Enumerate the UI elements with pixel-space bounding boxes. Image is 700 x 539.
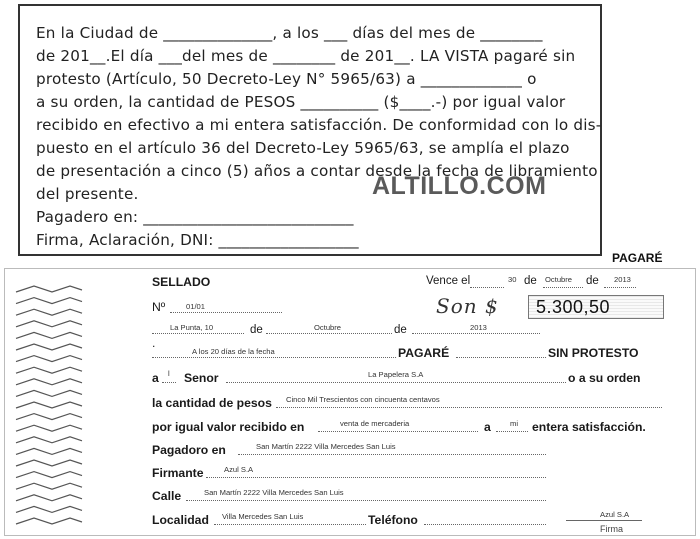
place-date-line (152, 333, 244, 334)
chevron-stripe (16, 379, 82, 385)
calle-value: San Martín 2222 Villa Mercedes San Luis (204, 488, 344, 497)
recibido-line (318, 431, 478, 432)
year2-line (412, 333, 540, 334)
localidad-value: Villa Mercedes San Luis (222, 512, 304, 521)
orden-label: o a su orden (568, 371, 641, 385)
chevron-stripe (16, 332, 82, 338)
a-value: l (168, 369, 170, 378)
firma-line (566, 520, 642, 521)
mi-line (496, 431, 528, 432)
place-date-value: La Punta, 10 (170, 323, 214, 332)
senor-label: Senor (184, 371, 219, 385)
vence-month-line (543, 287, 583, 288)
chevron-stripe (16, 518, 82, 524)
chevron-border-decoration (14, 282, 84, 530)
month2-line (266, 333, 392, 334)
mi-value: mi (510, 419, 519, 428)
chevron-stripe (16, 321, 82, 327)
firma-value: Azul S.A (600, 510, 630, 519)
chevron-stripe (16, 286, 82, 292)
watermark: ALTILLO.COM (372, 172, 547, 200)
pagadero-line (238, 454, 546, 455)
sin-protesto-word: SIN PROTESTO (548, 346, 639, 360)
chevron-stripe (16, 495, 82, 501)
chevron-stripe (16, 402, 82, 408)
de-label: de (586, 275, 599, 287)
numero-line (170, 312, 282, 313)
template-paragraph (36, 22, 602, 252)
template-line: Pagadero en: ___________________________ (36, 208, 354, 226)
localidad-label: Localidad (152, 513, 209, 527)
de-label: de (250, 324, 263, 336)
template-line: protesto (Artículo, 50 Decreto-Ley N° 5965/63) a _____________ o (36, 70, 537, 88)
chevron-stripe (16, 483, 82, 489)
template-line: puesto en el artículo 36 del Decreto-Ley 5965/63, se amplía el plazo (36, 139, 570, 157)
vence-day-value: 30 (508, 275, 517, 284)
year2-value: 2013 (470, 323, 487, 332)
chevron-stripe (16, 344, 82, 350)
pagare-line (456, 357, 546, 358)
recibido-value: venta de mercaderia (340, 419, 410, 428)
calle-line (186, 500, 546, 501)
firma-label: Firma (600, 524, 623, 534)
cantidad-value: Cinco Mil Trescientos con cincuenta centavos (286, 395, 440, 404)
pagare-word: PAGARÉ (398, 346, 450, 360)
chevron-stripe (16, 472, 82, 478)
pagadero-label: Pagadoro en (152, 443, 226, 457)
cantidad-label: la cantidad de pesos (152, 396, 272, 410)
de-label: de (524, 275, 537, 287)
a2-label: a (484, 420, 491, 434)
chevron-stripe (16, 425, 82, 431)
amount-value: 5.300,50 (536, 297, 611, 317)
chevron-stripe (16, 414, 82, 420)
term-value: A los 20 días de la fecha (192, 347, 275, 356)
numero-value: 01/01 (186, 302, 206, 311)
chevron-stripe (16, 356, 82, 362)
vence-year-value: 2013 (614, 275, 631, 284)
firmante-line (206, 477, 546, 478)
calle-label: Calle (152, 489, 182, 503)
firmante-value: Azul S.A (224, 465, 254, 474)
chevron-stripe (16, 298, 82, 304)
section-label: PAGARÉ (612, 251, 663, 265)
chevron-stripe (16, 367, 82, 373)
chevron-stripe (16, 390, 82, 396)
firmante-label: Firmante (152, 466, 204, 480)
template-line: recibido en efectivo a mi entera satisfacción. De conformidad con lo dis- (36, 116, 602, 134)
telefono-line (424, 524, 546, 525)
localidad-line (214, 524, 366, 525)
recibido-label: por igual valor recibido en (152, 420, 305, 434)
entera-label: entera satisfacción. (532, 420, 646, 434)
payee-line (226, 382, 566, 383)
numero-label: Nº (152, 300, 166, 314)
term-line (152, 357, 396, 358)
vence-day-line (470, 287, 504, 288)
template-line: de 201__.El día ___del mes de ________ de 201__. LA VISTA pagaré sin (36, 47, 576, 65)
template-line: a su orden, la cantidad de PESOS __________ ($____.-) por igual valor (36, 93, 566, 111)
sellado-label: SELLADO (152, 275, 211, 289)
chevron-stripe (16, 437, 82, 443)
vence-year-line (604, 287, 636, 288)
chevron-stripe (16, 309, 82, 315)
payee-value: La Papelera S.A (368, 370, 424, 379)
period-mark: . (152, 336, 156, 350)
telefono-label: Teléfono (368, 513, 418, 527)
pagadero-value: San Martín 2222 Villa Mercedes San Luis (256, 442, 396, 451)
month2-value: Octubre (314, 323, 342, 332)
template-line: En la Ciudad de ______________, a los ___ días del mes de ________ (36, 24, 543, 42)
de-label: de (394, 324, 407, 336)
a-label: a (152, 371, 159, 385)
template-box (18, 4, 602, 256)
a-line (162, 382, 176, 383)
vence-label: Vence el (426, 275, 471, 287)
chevron-stripe (16, 460, 82, 466)
template-line: del presente. (36, 185, 139, 203)
vence-month-value: Octubre (545, 275, 573, 284)
son-label: Son $ (436, 294, 499, 318)
template-line: Firma, Aclaración, DNI: __________________ (36, 231, 359, 249)
cantidad-line (276, 407, 662, 408)
chevron-stripe (16, 506, 82, 512)
template-line: de presentación a cinco (5) años a contar desde la fecha de libramiento (36, 162, 598, 180)
chevron-stripe (16, 448, 82, 454)
